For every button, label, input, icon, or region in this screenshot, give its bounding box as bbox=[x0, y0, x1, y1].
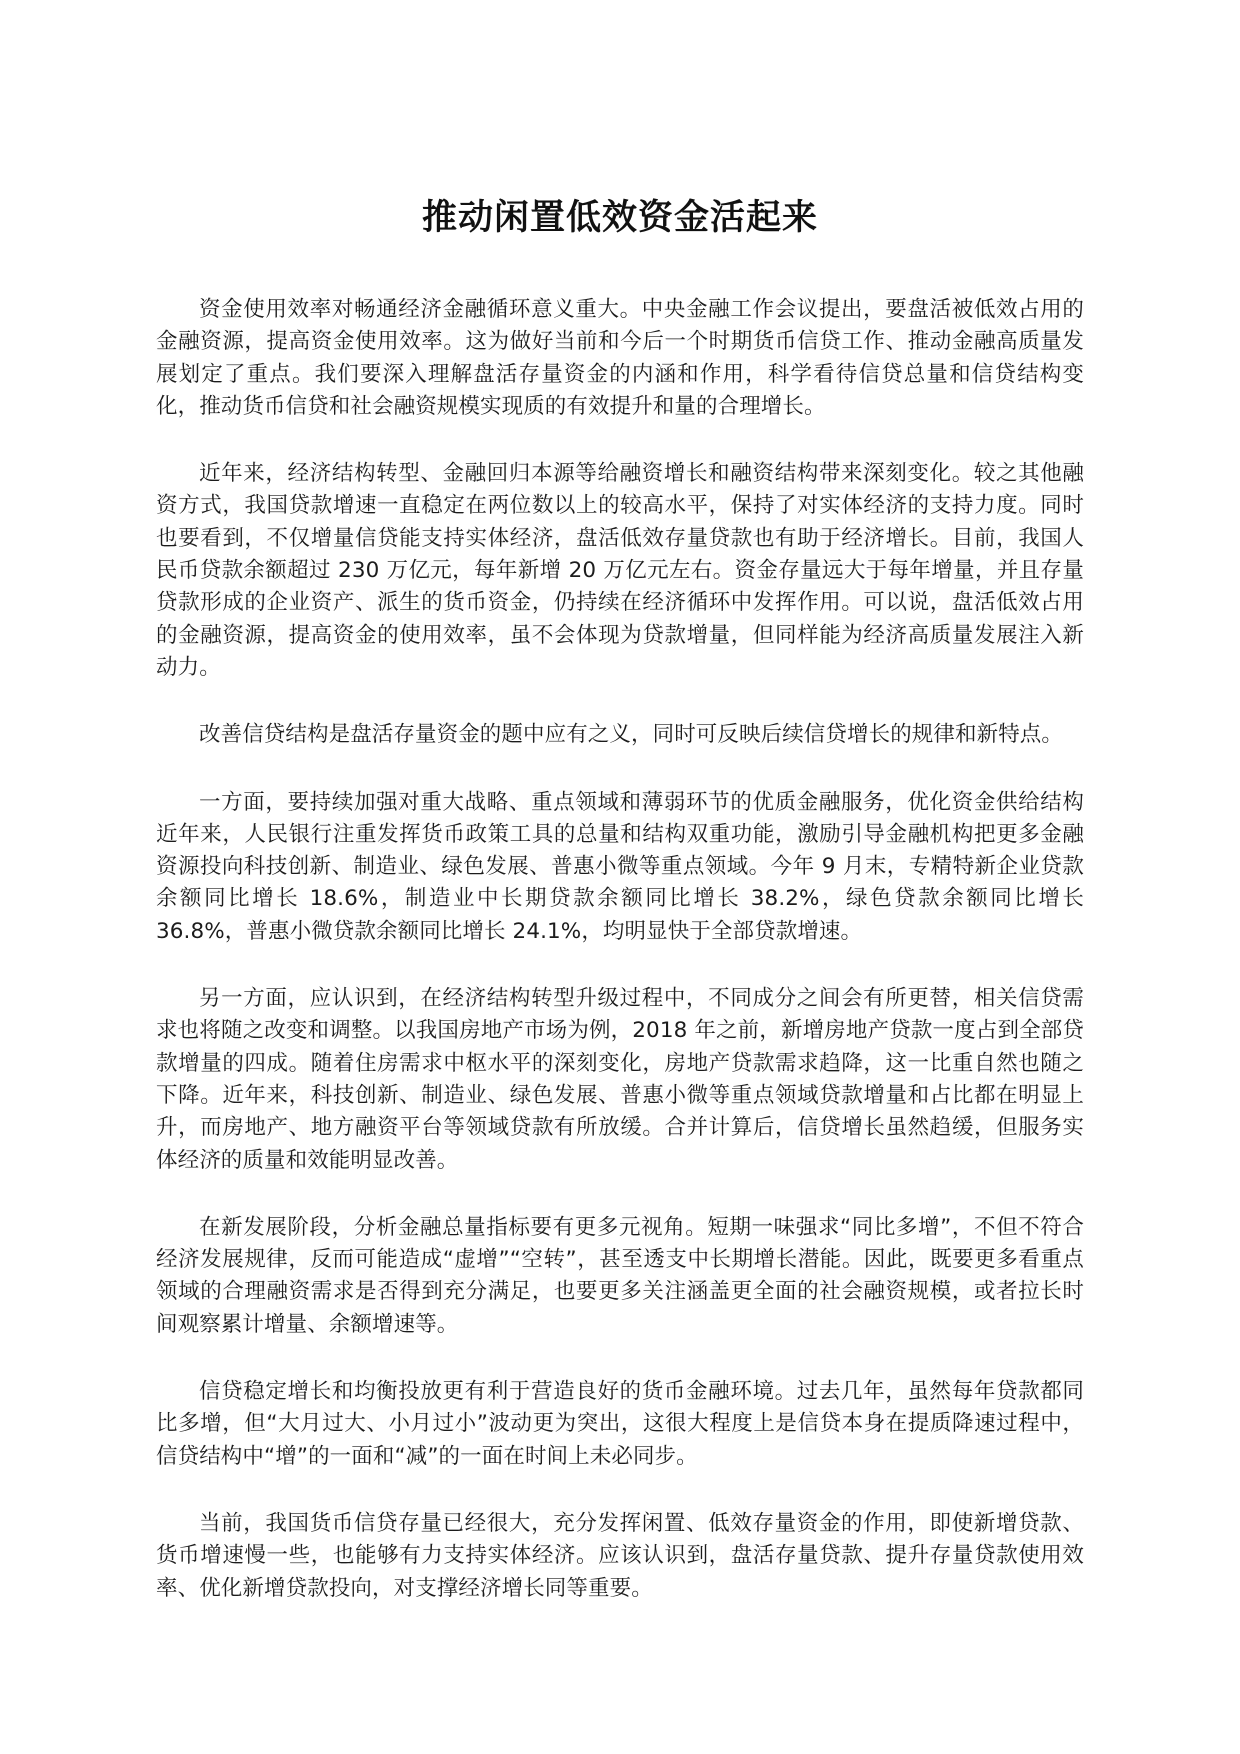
paragraph-1: 资金使用效率对畅通经济金融循环意义重大。中央金融工作会议提出，要盘活被低效占用的金融资源，提高资金使用效率。这为做好当前和今后一个时期货币信贷工作、推动金融高质量发展划定了重点。我们要深入理解盘活存量资金的内涵和作用，科学看待信贷总量和信贷结构变化，推动货币信贷和社会融资规模实现质的有效提升和量的合理增长。 bbox=[156, 297, 1084, 419]
paragraph-3: 改善信贷结构是盘活存量资金的题中应有之义，同时可反映后续信贷增长的规律和新特点。 bbox=[199, 722, 1064, 748]
paragraph-4: 一方面，要持续加强对重大战略、重点领域和薄弱环节的优质金融服务，优化资金供给结构近年来，人民银行注重发挥货币政策工具的总量和结构双重功能，激励引导金融机构把更多金融资源投向科技创新、制造业、绿色发展、普惠小微等重点领域。今年 9 月末，专精特新企业贷款余额同比增长 18.6%，制造业中长期贷款余额同比增长 38.2%，绿色贷款余额同比增长 36.8%，普惠小微贷款余额同比增长 24.1%，均明显快于全部贷款增速。 bbox=[156, 789, 1084, 944]
paragraph-8: 当前，我国货币信贷存量已经很大，充分发挥闲置、低效存量资金的作用，即使新增贷款、货币增速慢一些，也能够有力支持实体经济。应该认识到，盘活存量贷款、提升存量贷款使用效率、优化新增贷款投向，对支撑经济增长同等重要。 bbox=[156, 1510, 1084, 1601]
article-body bbox=[156, 294, 1084, 1605]
article-title: 推动闲置低效资金活起来 bbox=[421, 198, 818, 238]
paragraph-7: 信贷稳定增长和均衡投放更有利于营造良好的货币金融环境。过去几年，虽然每年贷款都同比多增，但“大月过大、小月过小”波动更为突出，这很大程度上是信贷本身在提质降速过程中，信贷结构中“增”的一面和“减”的一面在时间上未必同步。 bbox=[156, 1379, 1084, 1469]
paragraph-6: 在新发展阶段，分析金融总量指标要有更多元视角。短期一味强求“同比多增”，不但不符合经济发展规律，反而可能造成“虚增”“空转”，甚至透支中长期增长潜能。因此，既要更多看重点领域的合理融资需求是否得到充分满足，也要更多关注涵盖更全面的社会融资规模，或者拉长时间观察累计增量、余额增速等。 bbox=[156, 1214, 1084, 1337]
paragraph-5: 另一方面，应认识到，在经济结构转型升级过程中，不同成分之间会有所更替，相关信贷需求也将随之改变和调整。以我国房地产市场为例，2018 年之前，新增房地产贷款一度占到全部贷款增量的四成。随着住房需求中枢水平的深刻变化，房地产贷款需求趋降，这一比重自然也随之下降。近年来，科技创新、制造业、绿色发展、普惠小微等重点领域贷款增量和占比都在明显上升，而房地产、地方融资平台等领域贷款有所放缓。合并计算后，信贷增长虽然趋缓，但服务实体经济的质量和效能明显改善。 bbox=[156, 986, 1084, 1173]
paragraph-2: 近年来，经济结构转型、金融回归本源等给融资增长和融资结构带来深刻变化。较之其他融资方式，我国贷款增速一直稳定在两位数以上的较高水平，保持了对实体经济的支持力度。同时也要看到，不仅增量信贷能支持实体经济，盘活低效存量贷款也有助于经济增长。目前，我国人民币贷款余额超过 230 万亿元，每年新增 20 万亿元左右。资金存量远大于每年增量，并且存量贷款形成的企业资产、派生的货币资金，仍持续在经济循环中发挥作用。可以说，盘活低效占用的金融资源，提高资金的使用效率，虽不会体现为贷款增量，但同样能为经济高质量发展注入新动力。 bbox=[156, 461, 1084, 680]
